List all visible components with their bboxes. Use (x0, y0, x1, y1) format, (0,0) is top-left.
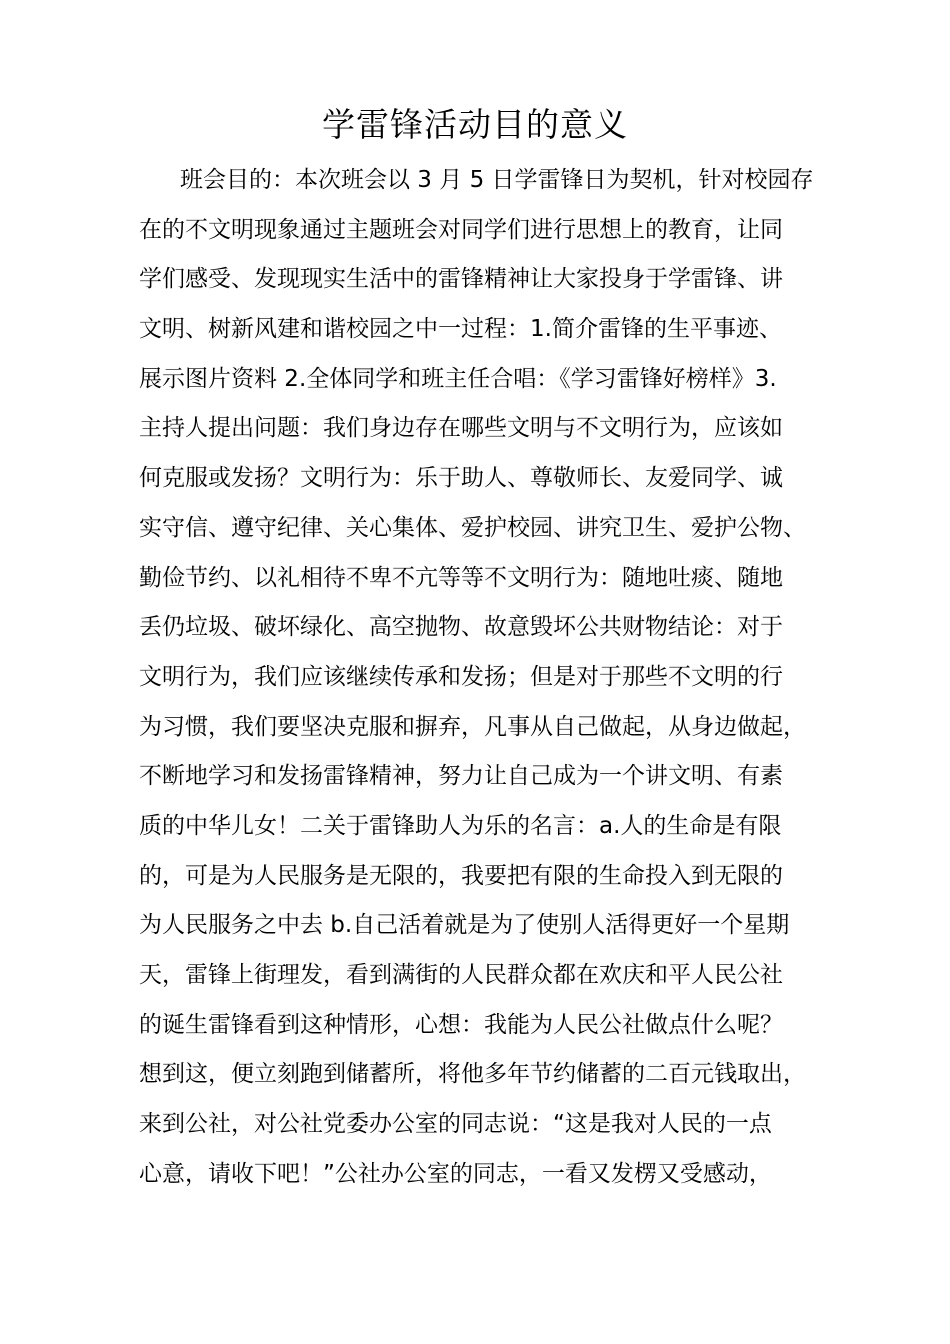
body-line: 的，可是为人民服务是无限的，我要把有限的生命投入到无限的 (139, 862, 783, 889)
body-line: 勤俭节约、以礼相待不卑不亢等等不文明行为：随地吐痰、随地 (139, 564, 783, 591)
body-line: 来到公社，对公社党委办公室的同志说：“这是我对人民的一点 (139, 1111, 772, 1138)
body-line: 学们感受、发现现实生活中的雷锋精神让大家投身于学雷锋、讲 (139, 266, 783, 293)
body-line: 展示图片资料 2.全体同学和班主任合唱：《学习雷锋好榜样》3. (139, 365, 777, 392)
body-line: 主持人提出问题：我们身边存在哪些文明与不文明行为，应该如 (139, 415, 783, 442)
document-body (139, 156, 859, 1199)
body-line: 为习惯，我们要坚决克服和摒弃，凡事从自己做起，从身边做起， (139, 713, 806, 740)
body-line: 何克服或发扬？文明行为：乐于助人、尊敬师长、友爱同学、诚 (139, 465, 783, 492)
body-line: 质的中华儿女！二关于雷锋助人为乐的名言：a.人的生命是有限 (139, 812, 782, 839)
body-line: 实守信、遵守纪律、关心集体、爱护校园、讲究卫生、爱护公物、 (139, 514, 806, 541)
body-line: 在的不文明现象通过主题班会对同学们进行思想上的教育，让同 (139, 216, 783, 243)
body-line: 丢仍垃圾、破坏绿化、高空抛物、故意毁坏公共财物结论：对于 (139, 614, 783, 641)
document-title: 学雷锋活动目的意义 (322, 105, 628, 144)
body-line: 为人民服务之中去 b.自己活着就是为了使别人活得更好一个星期 (139, 912, 790, 939)
body-line: 天，雷锋上街理发，看到满街的人民群众都在欢庆和平人民公社 (139, 962, 783, 988)
body-line: 文明行为，我们应该继续传承和发扬；但是对于那些不文明的行 (139, 663, 783, 690)
body-line: 班会目的：本次班会以 3 月 5 日学雷锋日为契机，针对校园存 (180, 167, 814, 193)
body-line: 想到这，便立刻跑到储蓄所，将他多年节约储蓄的二百元钱取出， (139, 1061, 806, 1088)
body-line: 不断地学习和发扬雷锋精神，努力让自己成为一个讲文明、有素 (139, 763, 783, 790)
body-line: 心意，请收下吧！”公社办公室的同志，一看又发楞又受感动， (139, 1160, 772, 1187)
body-line: 的诞生雷锋看到这种情形，心想：我能为人民公社做点什么呢？ (139, 1011, 783, 1038)
body-line: 文明、树新风建和谐校园之中一过程：1.简介雷锋的生平事迹、 (139, 316, 782, 343)
